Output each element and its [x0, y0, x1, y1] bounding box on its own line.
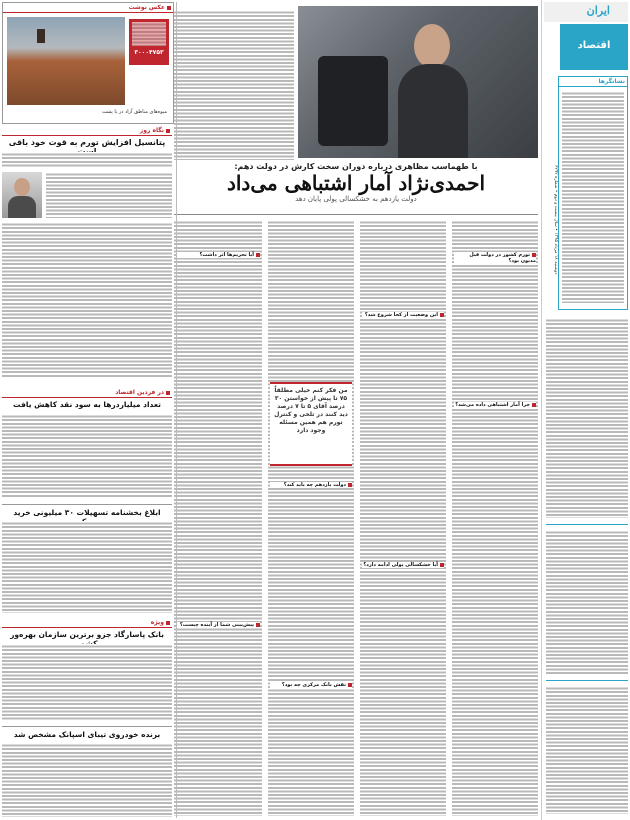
sidebar-text-4 [546, 686, 628, 814]
news-2-section: در فردین اقتصاد [2, 388, 172, 398]
news-2-text [2, 414, 172, 498]
pull-quote [270, 382, 352, 466]
news-5 [2, 726, 172, 819]
news-4 [2, 618, 172, 722]
masthead-logo [544, 2, 628, 22]
question-3: این وضعیت از کجا شروع شد؟ [362, 312, 444, 318]
news-4-section: ویژه [2, 618, 172, 628]
question-2: چرا آمار اشتباهی داده می‌شد؟ [454, 402, 536, 408]
news-1-lead [2, 152, 172, 168]
photo-news-caption: میوه‌های مناطق آزاد در یا پشت [101, 109, 167, 115]
question-1: تورم کشور در دولت قبل مدیون بود؟ [454, 252, 536, 264]
left-column-divider [176, 2, 177, 818]
main-article [174, 2, 538, 818]
headline: احمدی‌نژاد آمار اشتباهی می‌داد [226, 171, 486, 195]
news-1-text-a [46, 172, 172, 218]
question-5: دولت یازدهم چه باید کند؟ [270, 482, 352, 488]
news-3-text [2, 521, 172, 613]
sidebar-divider-2 [546, 680, 628, 681]
interview-photo [298, 6, 538, 158]
news-4-text [2, 644, 172, 720]
news-1-title: پتانسیل افزایش تورم به قوت خود باقی [8, 138, 166, 147]
logo-text: ایران [586, 4, 610, 17]
article-col-3 [268, 220, 354, 816]
photo-news-image [7, 17, 125, 105]
news-2-title: تعداد میلیاردرها به سود نقد کاهش یافت [13, 400, 161, 409]
news-1-section: نگاه روز [2, 126, 172, 136]
news-5-text [2, 743, 172, 817]
chair-shape [318, 56, 388, 146]
section-title: اقتصاد [577, 40, 611, 51]
photo-news-section: عکس نوشت [3, 3, 173, 13]
indicators-box [558, 76, 628, 310]
news-1-portrait [2, 172, 42, 218]
news-2 [2, 388, 172, 500]
date-text: دوشنبه ۱۸ مرداد ۱۳۹۵ • سال بیست و دوم • شماره ۶۲۹۲ [553, 164, 558, 274]
indicators-text [562, 91, 624, 303]
news-1 [2, 126, 172, 382]
question-7: آیا تحریم‌ها اثر داشت؟ [176, 252, 260, 258]
question-6: نقش بانک مرکزی چه بود؟ [270, 682, 352, 688]
kicker: با طهماسب مظاهری درباره دوران سخت کارش در دولت دهم: [234, 162, 478, 171]
headline-block [174, 162, 538, 215]
badge-number: ۳۰۰۰۴۷۵۳ [134, 49, 164, 56]
question-8: پیش‌بینی شما از آینده چیست؟ [176, 622, 260, 628]
photo-news-badge [129, 19, 169, 65]
news-1-text-b [2, 222, 172, 378]
photo-news-box [2, 2, 174, 124]
right-sidebar [541, 0, 630, 820]
news-4-title: بانک پاسارگاد جزو برترین سازمان بهره‌ور [10, 630, 164, 639]
subtitle: دولت یازدهم به خشکسالی پولی پایان دهد [295, 195, 417, 203]
left-column [2, 2, 174, 818]
section-banner [560, 24, 628, 70]
news-5-title: برنده خودروی تیبای اسپانک مشخص شد [13, 730, 161, 739]
question-4: آیا خشکسالی پولی ادامه دارد؟ [362, 562, 444, 568]
person-silhouette [398, 24, 468, 158]
news-3 [2, 504, 172, 615]
article-col-1 [452, 220, 538, 816]
indicators-title: نشانگرها [559, 77, 627, 87]
sidebar-text-3 [546, 530, 628, 675]
intro-text [174, 10, 294, 160]
sidebar-divider [546, 524, 628, 525]
news-3-title: ابلاغ بخشنامه تسهیلات ۳۰ میلیونی خرید [13, 508, 161, 517]
date-line [544, 24, 558, 274]
pull-quote-text: من فکر کنم خیلی مطلقاً ۷۵ تا پیش از خواستن ۳۰ درصد آقای ۵ تا ۷ درصد دید کنند در تلخی و کنترل تورم هم همین مسئله وجود دارد [274, 387, 348, 434]
article-col-2 [360, 220, 446, 816]
article-col-4 [174, 220, 262, 816]
sidebar-text-2 [546, 318, 628, 518]
